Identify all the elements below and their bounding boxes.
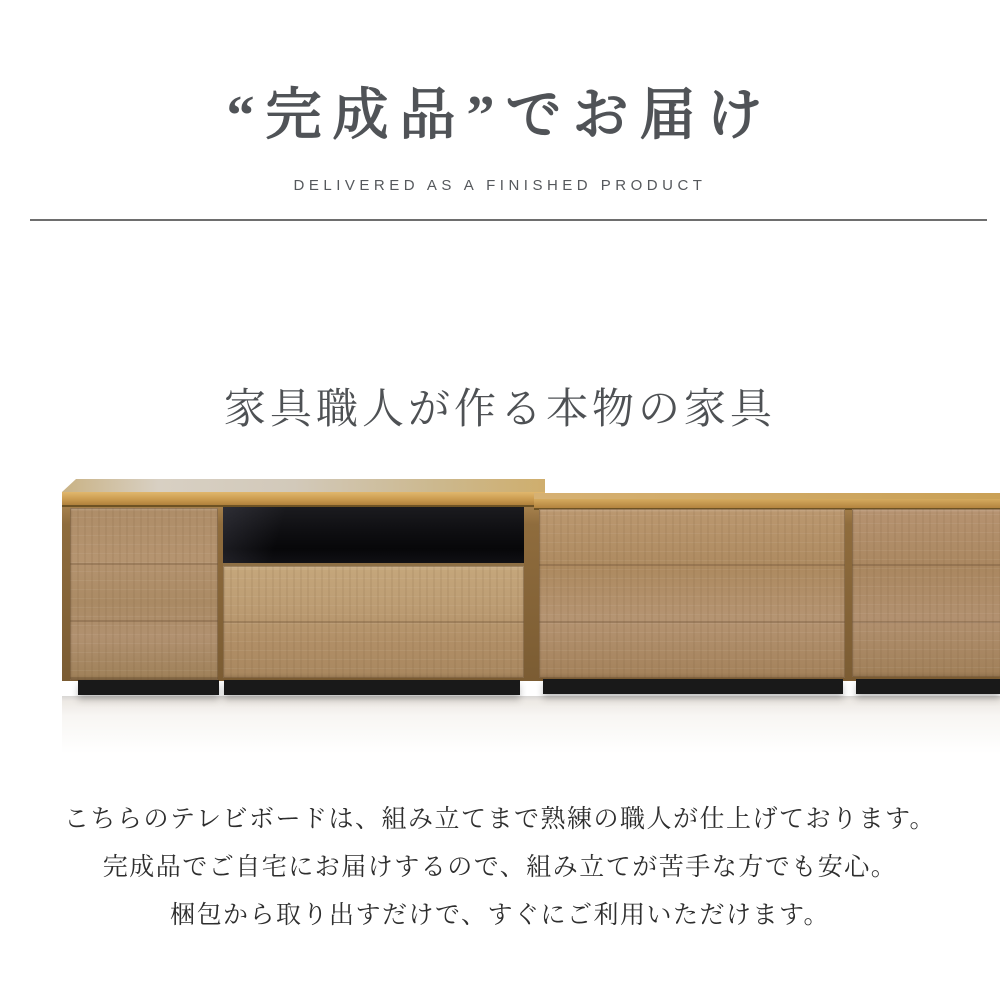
tv-board-left-door xyxy=(70,508,218,680)
tv-board-center-drawer xyxy=(223,566,524,678)
tv-board-base-center xyxy=(224,680,520,695)
description-line: 梱包から取り出すだけで、すぐにご利用いただけます。 xyxy=(169,902,830,929)
description-line: 完成品でご自宅にお届けするので、組み立てが苦手な方でも安心。 xyxy=(102,854,898,881)
floor-reflection xyxy=(62,696,1000,758)
description-text xyxy=(0,796,1000,940)
hero-subtitle: DELIVERED AS A FINISHED PRODUCT xyxy=(293,177,707,194)
top-panel-front-edge xyxy=(62,492,545,507)
tv-board-glass-opening xyxy=(223,507,524,566)
tv-board-base-left xyxy=(78,680,219,695)
divider-line xyxy=(30,219,987,221)
tv-board-base-far-right xyxy=(856,679,1000,694)
description-line: こちらのテレビボードは、組み立てまで熟練の職人が仕上げております。 xyxy=(63,806,936,833)
tv-board-far-right-door xyxy=(852,509,1000,677)
tv-board-top-panel-right xyxy=(534,493,1000,510)
page-title: “完成品”でお届け xyxy=(226,84,774,147)
top-panel-surface xyxy=(534,493,1000,499)
top-panel-surface xyxy=(62,479,545,492)
tv-board-base-right xyxy=(543,679,843,694)
tv-board-top-panel-left xyxy=(62,479,545,507)
product-photo xyxy=(40,456,1000,776)
section-heading: 家具職人が作る本物の家具 xyxy=(223,386,776,433)
tv-board-right-door xyxy=(539,509,845,678)
